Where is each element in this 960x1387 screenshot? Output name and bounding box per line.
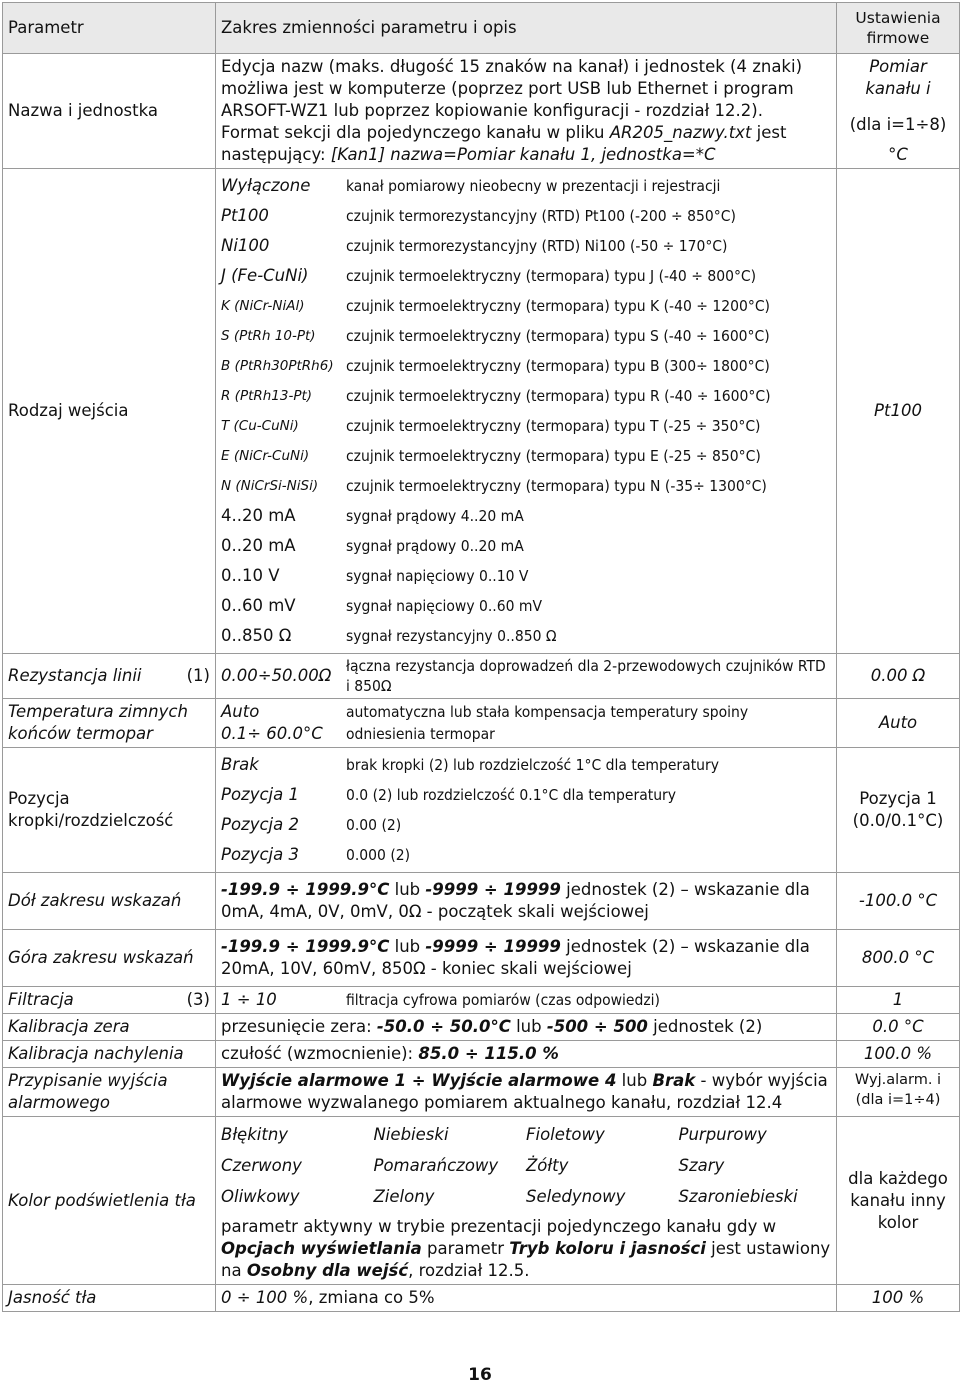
row-brightness: Jasność tła 0 ÷ 100 %, zmiana co 5% 100 % — [3, 1285, 960, 1312]
input-option-row — [221, 171, 831, 201]
row-filter: Filtracja (3) 1 ÷ 10 filtracja cyfrowa pomiarów (czas odpowiedzi) 1 — [3, 987, 960, 1014]
color-option: Czerwony — [221, 1155, 302, 1175]
color-option: Zielony — [373, 1186, 435, 1206]
input-option-key: B (PtRh30PtRh6) — [221, 358, 334, 374]
dot-option-desc: 0.0 (2) lub rozdzielczość 0.1°C dla temperatury — [346, 786, 677, 804]
input-option-row — [221, 501, 831, 531]
dot-option-row — [221, 810, 831, 840]
input-option-key: 0..20 mA — [221, 536, 296, 555]
input-option-key: Wyłączone — [221, 176, 311, 195]
input-option-desc: czujnik termoelektryczny (termopara) typu S (-40 ÷ 1600°C) — [346, 327, 770, 345]
input-option-row — [221, 231, 831, 261]
dot-option-row — [221, 750, 831, 780]
input-option-desc: kanał pomiarowy nieobecny w prezentacji i rejestracji — [346, 177, 721, 195]
row-input-type — [3, 169, 960, 654]
input-option-desc: czujnik termorezystancyjny (RTD) Pt100 (-200 ÷ 850°C) — [346, 207, 736, 225]
input-option-key: K (NiCr-NiAl) — [221, 298, 305, 314]
color-option: Żółty — [526, 1155, 569, 1175]
row-line-resistance: Rezystancja linii (1) 0.00÷50.00Ω łączna rezystancja doprowadzeń dla 2-przewodowych czujników RTD i 850Ω 0.00 Ω — [3, 654, 960, 699]
input-option-key: E (NiCr-CuNi) — [221, 448, 310, 464]
input-option-key: Pt100 — [221, 206, 269, 225]
input-option-row — [221, 351, 831, 381]
input-option-desc: sygnał napięciowy 0..60 mV — [346, 597, 543, 615]
dot-option-desc: brak kropki (2) lub rozdzielczość 1°C dla temperatury — [346, 756, 719, 774]
row-slope-cal: Kalibracja nachylenia czułość (wzmocnienie): 85.0 ÷ 115.0 % 100.0 % — [3, 1041, 960, 1068]
table-header — [3, 3, 960, 54]
color-row — [221, 1119, 831, 1150]
input-option-desc: czujnik termoelektryczny (termopara) typu J (-40 ÷ 800°C) — [346, 267, 757, 285]
color-option: Błękitny — [221, 1124, 289, 1144]
row-range-high: Góra zakresu wskazań -199.9 ÷ 1999.9°C lub -9999 ÷ 19999 jednostek (2) – wskazanie dla 20mA, 10V, 60mV, 850Ω - koniec skali wejściowej 800.0 °C — [3, 930, 960, 987]
row-alarm: Przypisanie wyjścia alarmowego Wyjście alarmowe 1 ÷ Wyjście alarmowe 4 lub Brak - wybór wyjścia alarmowe wyzwalanego pomiarem aktualnego kanału, rozdział 12.4 Wyj.alarm. i (dla i=1÷4) — [3, 1068, 960, 1117]
input-option-row — [221, 561, 831, 591]
dot-option-row — [221, 840, 831, 870]
input-option-desc: czujnik termoelektryczny (termopara) typu K (-40 ÷ 1200°C) — [346, 297, 770, 315]
dot-option-key: Pozycja 2 — [221, 815, 299, 834]
color-option: Szaroniebieski — [678, 1186, 798, 1206]
input-option-row — [221, 441, 831, 471]
param-name: Nazwa i jednostka — [3, 54, 216, 169]
color-option: Szary — [678, 1155, 725, 1175]
input-option-key: T (Cu-CuNi) — [221, 418, 299, 434]
input-option-row — [221, 261, 831, 291]
color-option: Oliwkowy — [221, 1186, 300, 1206]
input-option-desc: czujnik termoelektryczny (termopara) typu R (-40 ÷ 1600°C) — [346, 387, 771, 405]
input-option-key: 0..60 mV — [221, 596, 296, 615]
row-backlight-color: Kolor podświetlenia tła Błękitny Niebieski Fioletowy Purpurowy Czerwony Pomarańczowy Żółty Szary Oliwkowy Zielony Seledynowy Szaroniebieski parametr aktywny w trybie prezentacji pojedynczego kanału gdy w Opcjach wyświetlania parametr Tryb koloru i jasności jest ustawiony na Osobny dla wejść, rozdział 12.5. dla każdego kanału inny kolor — [3, 1117, 960, 1285]
color-option: Niebieski — [373, 1124, 449, 1144]
input-option-desc: czujnik termorezystancyjny (RTD) Ni100 (-50 ÷ 170°C) — [346, 237, 728, 255]
input-option-row — [221, 411, 831, 441]
dot-option-key: Pozycja 1 — [221, 785, 299, 804]
row-decimal-point: Pozycja kropki/rozdzielczość Brak brak kropki (2) lub rozdzielczość 1°C dla temperatury Pozycja 1 0.0 (2) lub rozdzielczość 0.1°C dla temperatury Pozycja 2 0.00 (2) Pozycja 3 0.000 (2) Pozycja 1 (0.0/0.1°C) — [3, 748, 960, 873]
param-line-res: Rezystancja linii (1) — [3, 654, 216, 699]
input-option-key: 0..850 Ω — [221, 626, 292, 645]
input-option-desc: sygnał prądowy 0..20 mA — [346, 537, 524, 555]
color-option: Seledynowy — [526, 1186, 626, 1206]
color-options — [221, 1119, 831, 1212]
dot-option-desc: 0.000 (2) — [346, 846, 411, 864]
desc-input — [216, 169, 837, 654]
input-option-key: S (PtRh 10-Pt) — [221, 328, 316, 344]
input-option-row — [221, 591, 831, 621]
input-option-key: J (Fe-CuNi) — [221, 266, 309, 285]
parameter-table — [2, 2, 960, 1312]
dot-option-key: Brak — [221, 755, 259, 774]
color-option: Purpurowy — [678, 1124, 767, 1144]
input-option-desc: czujnik termoelektryczny (termopara) typu T (-25 ÷ 350°C) — [346, 417, 761, 435]
desc-name: Edycja nazw (maks. długość 15 znaków na kanał) i jednostek (4 znaki) możliwa jest w komputerze (poprzez port USB lub Ethernet i program ARSOFT-WZ1 lub poprzez kopiowanie konfiguracji - rozdział 12.2). Format sekcji dla pojedynczego kanału w pliku AR205_nazwy.txt jest następujący: [Kan1] nazwa=Pomiar kanału 1, jednostka=*C — [216, 54, 837, 169]
input-option-row — [221, 321, 831, 351]
input-option-desc: sygnał rezystancyjny 0..850 Ω — [346, 627, 557, 645]
color-option: Fioletowy — [526, 1124, 605, 1144]
dot-option-desc: 0.00 (2) — [346, 816, 402, 834]
row-cold-junction: Temperatura zimnych końców termopar Auto 0.1÷ 60.0°C automatyczna lub stała kompensacja temperatury spoiny odniesienia termopar Auto — [3, 699, 960, 748]
input-option-key: 0..10 V — [221, 566, 280, 585]
input-option-row — [221, 381, 831, 411]
default-input: Pt100 — [837, 169, 960, 654]
dot-options — [221, 750, 831, 870]
dot-option-key: Pozycja 3 — [221, 845, 299, 864]
input-option-desc: czujnik termoelektryczny (termopara) typu B (300÷ 1800°C) — [346, 357, 770, 375]
input-option-row — [221, 621, 831, 651]
header-range: Zakres zmienności parametru i opis — [216, 3, 837, 54]
input-option-key: 4..20 mA — [221, 506, 296, 525]
row-range-low: Dół zakresu wskazań -199.9 ÷ 1999.9°C lub -9999 ÷ 19999 jednostek (2) – wskazanie dla 0mA, 4mA, 0V, 0mV, 0Ω - początek skali wejściowej -100.0 °C — [3, 873, 960, 930]
row-name-unit — [3, 54, 960, 169]
page-number: 16 — [468, 1365, 492, 1385]
param-input: Rodzaj wejścia — [3, 169, 216, 654]
input-option-desc: sygnał prądowy 4..20 mA — [346, 507, 524, 525]
input-option-desc: czujnik termoelektryczny (termopara) typu E (-25 ÷ 850°C) — [346, 447, 761, 465]
input-option-row — [221, 531, 831, 561]
color-row — [221, 1150, 831, 1181]
input-option-row — [221, 471, 831, 501]
header-default: Ustawienia firmowe — [837, 3, 960, 54]
row-zero-cal: Kalibracja zera przesunięcie zera: -50.0 ÷ 50.0°C lub -500 ÷ 500 jednostek (2) 0.0 °C — [3, 1014, 960, 1041]
input-option-row — [221, 291, 831, 321]
input-option-key: N (NiCrSi-NiSi) — [221, 478, 319, 494]
color-row — [221, 1181, 831, 1212]
input-options — [221, 171, 831, 651]
input-option-row — [221, 201, 831, 231]
header-param: Parametr — [3, 3, 216, 54]
input-option-desc: czujnik termoelektryczny (termopara) typu N (-35÷ 1300°C) — [346, 477, 767, 495]
default-name: Pomiar kanału i (dla i=1÷8) °C — [837, 54, 960, 169]
input-option-key: Ni100 — [221, 236, 270, 255]
color-option: Pomarańczowy — [373, 1155, 499, 1175]
input-option-desc: sygnał napięciowy 0..10 V — [346, 567, 529, 585]
input-option-key: R (PtRh13-Pt) — [221, 388, 313, 404]
dot-option-row — [221, 780, 831, 810]
